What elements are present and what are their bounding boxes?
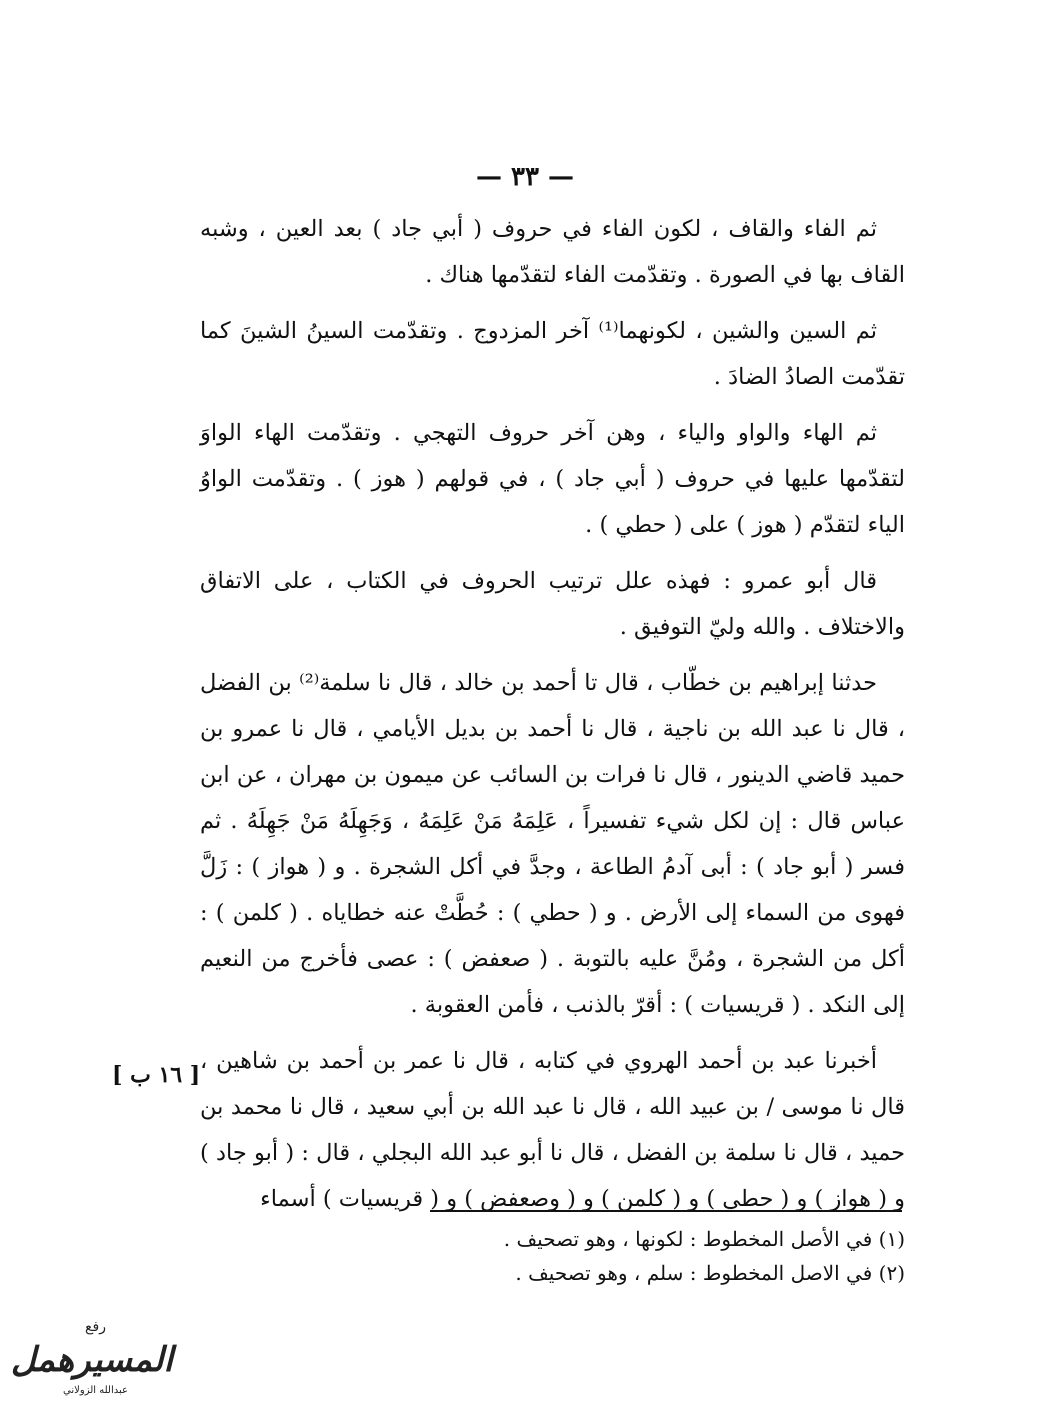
footnotes xyxy=(420,1222,905,1290)
folio-margin-note: [ ١٦ ب ] xyxy=(112,1062,201,1088)
stamp-main-text: المسيرهمل xyxy=(10,1340,173,1380)
paragraph-ibn-abbas-narration: حدثنا إبراهيم بن خطّاب ، قال تا أحمد بن خالد ، قال نا سلمة⁽²⁾ بن الفضل ، قال نا عبد الله بن ناجية ، قال نا أحمد بن بديل الأيامي ، قال نا عمرو بن حميد قاضي الدينور ، قال نا فرات بن السائب عن ميمون بن مهران ، عن ابن عباس قال : إن لكل شيء تفسيراً ، عَلِمَهُ مَنْ عَلِمَهُ ، وَجَهِلَهُ مَنْ جَهِلَهُ . ثم فسر ( أبو جاد ) : أبى آدمُ الطاعة ، وجدَّ في أكل الشجرة . و ( هواز ) : زَلَّ فهوى من السماء إلى الأرض . و ( حطي ) : حُطَّتْ عنه خطاياه . ( كلمن ) : أكل من الشجرة ، ومُنَّ عليه بالتوبة . ( صعفض ) : عصى فأخرج من النعيم إلى النكد . ( قريسيات ) : أقرّ بالذنب ، فأمن العقوبة . xyxy=(200,670,905,1018)
stamp-sub-text: عبدالله الزولاني xyxy=(63,1385,128,1396)
paragraph-sin-shin: ثم السين والشين ، لكونهما⁽¹⁾ آخر المزدوج . وتقدّمت السينُ الشينَ كما تقدّمت الصادُ الضادَ . xyxy=(200,318,905,390)
page-number: — ٣٣ — xyxy=(475,162,575,192)
body-text xyxy=(200,206,905,1232)
stamp-top-text: رفع xyxy=(85,1319,106,1335)
footnote-2: (٢) في الاصل المخطوط : سلم ، وهو تصحيف . xyxy=(515,1261,905,1285)
library-stamp xyxy=(10,1318,173,1406)
paragraph-fa-qaf: ثم الفاء والقاف ، لكون الفاء في حروف ( أبي جاد ) بعد العين ، وشبه القاف بها في الصورة . وتقدّمت الفاء لتقدّمها هناك . xyxy=(200,216,905,288)
paragraph-abu-amr: قال أبو عمرو : فهذه علل ترتيب الحروف في الكتاب ، على الاتفاق والاختلاف . والله وليّ التوفيق . xyxy=(200,568,905,640)
footnote-divider xyxy=(430,1210,902,1212)
paragraph-ha-waw-ya: ثم الهاء والواو والياء ، وهن آخر حروف التهجي . وتقدّمت الهاء الواوَ لتقدّمها عليها في حروف ( أبي جاد ) ، في قولهم ( هوز ) . وتقدّمت الواوُ الياء لتقدّم ( هوز ) على ( حطي ) . xyxy=(200,420,905,538)
footnote-1: (١) في الأصل المخطوط : لكونها ، وهو تصحيف . xyxy=(503,1227,905,1251)
paragraph-harawi-narration: أخبرنا عبد بن أحمد الهروي في كتابه ، قال نا عمر بن أحمد بن شاهين ، قال نا موسى / بن عبيد الله ، قال نا عبد الله بن أبي سعيد ، قال نا محمد بن حميد ، قال نا سلمة بن الفضل ، قال نا أبو عبد الله البجلي ، قال : ( أبو جاد ) و ( هواز ) و ( حطي ) و ( كلمن ) و ( وصعفض ) و ( قريسيات ) أسماء xyxy=(200,1048,905,1212)
